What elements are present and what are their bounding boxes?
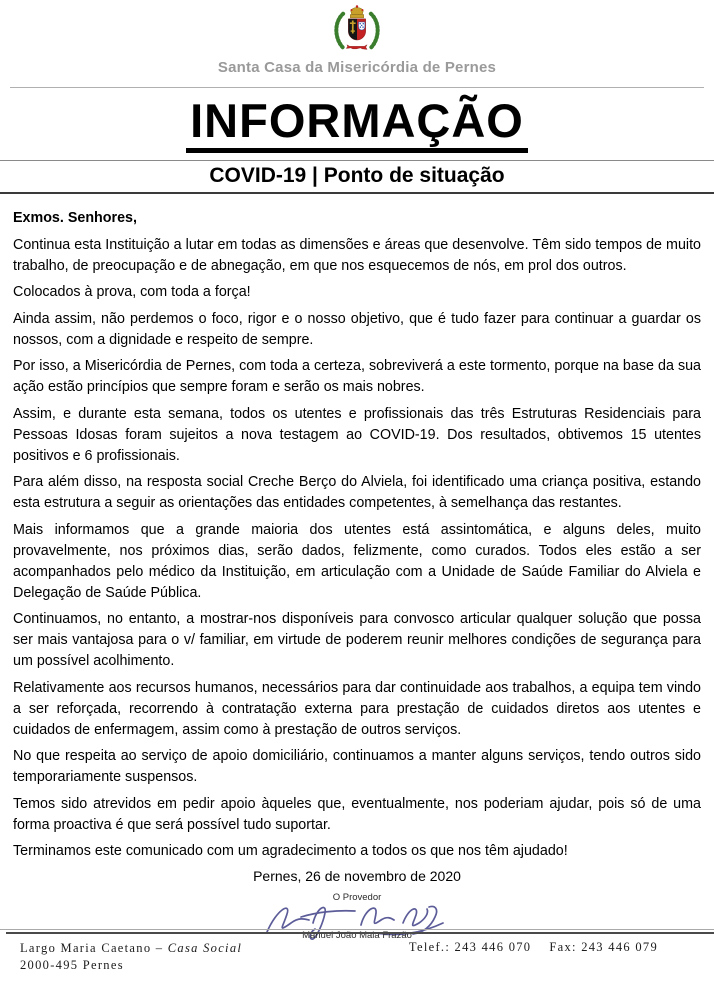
letter-body <box>0 194 714 862</box>
paragraph: Por isso, a Misericórdia de Pernes, com toda a certeza, sobreviverá a este tormento, porque na base da sua ação estão princípios que sempre foram e serão os mais nobres. <box>13 358 701 396</box>
paragraph: Continua esta Instituição a lutar em todas as dimensões e áreas que desenvolve. Têm sido tempos de muito trabalho, de preocupação e de abnegação, em que nos esquecemos de nós, em prol dos outros. <box>13 236 701 274</box>
address-casa-social: Casa Social <box>167 941 243 955</box>
footer-address <box>20 940 242 974</box>
paragraph: Ainda assim, não perdemos o foco, rigor e o nosso objetivo, que é tudo fazer para continuar a guardar os nossos, com a dignidade e respeito de sempre. <box>13 310 701 348</box>
address-line-1: Largo Maria Caetano – Casa Social <box>20 941 243 955</box>
header-divider <box>10 87 704 88</box>
paragraph: Terminamos este comunicado com um agradecimento a todos os que nos têm ajudado! <box>13 843 568 860</box>
paragraph: Relativamente aos recursos humanos, necessários para dar continuidade aos trabalhos, a equipa tem vindo a ser reforçada, recorrendo à contratação externa para prestação de cuidados diretos aos utentes e cuidados de enfermagem, assim como à prestação de outros serviços. <box>13 679 701 738</box>
paragraph: Temos sido atrevidos em pedir apoio àqueles que, eventualmente, nos poderiam ajudar, pois só de uma forma proactiva é que será possível tudo suportar. <box>13 795 701 833</box>
dateline: Pernes, 26 de novembro de 2020 <box>253 867 461 884</box>
phone-number: Telef.: 243 446 070 <box>408 940 532 954</box>
document-title: INFORMAÇÃO <box>0 96 714 153</box>
paragraph: Colocados à prova, com toda a força! <box>13 284 251 301</box>
paragraph: Assim, e durante esta semana, todos os utentes e profissionais das três Estruturas Residenciais para Pessoas Idosas foram sujeitos a nova testagem ao COVID-19. Dos resultados, obtivemos 15 utentes positivos e 6 profissionais. <box>13 405 701 464</box>
paragraph: Mais informamos que a grande maioria dos utentes está assintomática, e alguns deles, muito provavelmente, nos próximos dias, serão dados, felizmente, como curados. Todos eles estão a ser acompanhados pelo médico da Instituição, em articulação com a Unidade de Saúde Familiar do Alviela e Delegação de Saúde Pública. <box>13 521 701 601</box>
salutation: Exmos. Senhores, <box>13 210 137 227</box>
signer-name: Manuel João Maia Frazão <box>302 930 412 942</box>
organization-name: Santa Casa da Misericórdia de Pernes <box>217 59 497 76</box>
document-subtitle: COVID-19 | Ponto de situação <box>209 164 505 188</box>
footer-divider-light <box>0 929 714 930</box>
signer-role: O Provedor <box>332 891 382 903</box>
fax-number: Fax: 243 446 079 <box>549 940 658 954</box>
paragraph: No que respeita ao serviço de apoio domiciliário, continuamos a manter alguns serviços, tendo outros sido temporariamente suspensos. <box>13 748 701 786</box>
footer-contacts <box>409 940 694 974</box>
document-header <box>0 0 714 76</box>
paragraph: Continuamos, no entanto, a mostrar-nos disponíveis para convosco articular qualquer solução que possa ser mais vantajosa para o v/ familiar, em virtude de poderem reunir melhores condições de segurança para um possível acolhimento. <box>13 611 701 670</box>
coat-of-arms-icon <box>328 4 386 52</box>
document-footer <box>0 929 714 974</box>
paragraph: Para além disso, na resposta social Creche Berço do Alviela, foi identificado uma criança positiva, estando esta estrutura a seguir as orientações das entidades competentes, à semelhança das restantes. <box>13 474 701 512</box>
address-line-2: 2000-495 Pernes <box>20 958 124 972</box>
